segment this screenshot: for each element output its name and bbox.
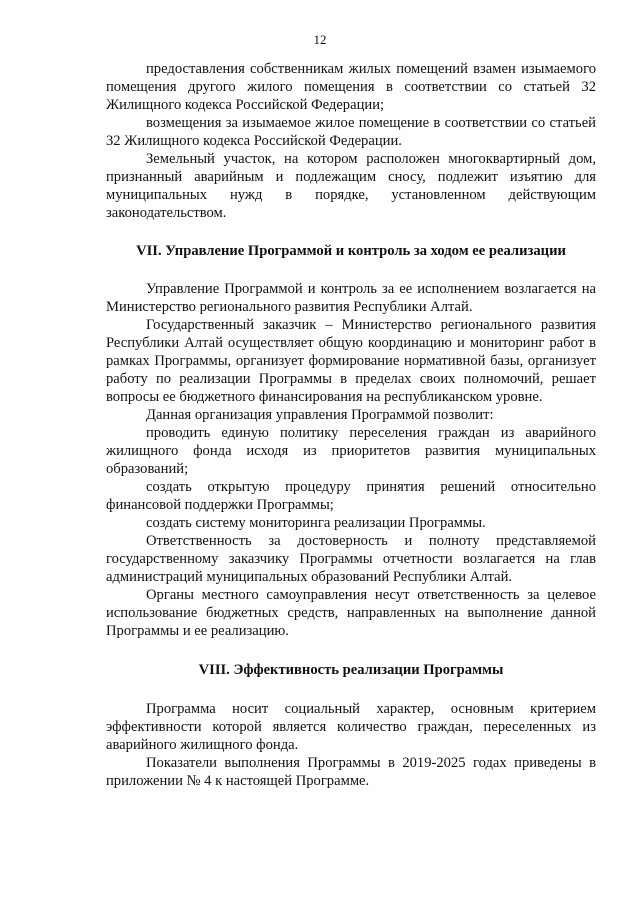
intro-paragraph-2: возмещения за изымаемое жилое помещение в соответствии со статьей 32 Жилищного кодекса Российской Федерации. bbox=[106, 115, 596, 149]
section-7-paragraph-7: Ответственность за достоверность и полноту представляемой государственному заказчику Программы отчетности возлагается на глав администраций муниципальных образований Республики Алтай. bbox=[106, 533, 596, 585]
section-7-heading: VII. Управление Программой и контроль за ходом ее реализации bbox=[136, 243, 566, 259]
section-7-paragraph-4: проводить единую политику переселения граждан из аварийного жилищного фонда исходя из приоритетов развития муниципальных образований; bbox=[106, 425, 596, 477]
page-number: 12 bbox=[313, 32, 327, 47]
section-7-paragraph-5: создать открытую процедуру принятия решений относительно финансовой поддержки Программы; bbox=[106, 479, 596, 513]
section-7-paragraph-1: Управление Программой и контроль за ее исполнением возлагается на Министерство регионального развития Республики Алтай. bbox=[106, 281, 596, 315]
section-8-paragraph-1: Программа носит социальный характер, основным критерием эффективности которой является количество граждан, переселенных из аварийного жилищного фонда. bbox=[106, 701, 596, 753]
document-body bbox=[106, 60, 596, 790]
section-7-paragraph-6: создать систему мониторинга реализации Программы. bbox=[146, 515, 486, 531]
section-7-paragraph-2: Государственный заказчик – Министерство регионального развития Республики Алтай осуществляет общую координацию и мониторинг работ в рамках Программы, организует формированиe нормативной базы, организует работу по реализации Программы в пределах своих полномочий, решает вопросы ее бюджетного финансирования на республиканском уровне. bbox=[106, 317, 596, 405]
intro-paragraph-3: Земельный участок, на котором расположен многоквартирный дом, признанный аварийным и подлежащим сносу, подлежит изъятию для муниципальных нужд в порядке, установленном действующим законодательством. bbox=[106, 151, 596, 221]
section-8-paragraph-2: Показатели выполнения Программы в 2019-2025 годах приведены в приложении № 4 к настоящей Программе. bbox=[106, 755, 596, 789]
intro-paragraph-1: предоставления собственникам жилых помещений взамен изымаемого помещения другого жилого помещения в соответствии со статьей 32 Жилищного кодекса Российской Федерации; bbox=[106, 61, 596, 113]
section-7-paragraph-3: Данная организация управления Программой позволит: bbox=[146, 407, 494, 423]
section-7-paragraph-8: Органы местного самоуправления несут ответственность за целевое использование бюджетных средств, направленных на выполнение данной Программы и ее реализацию. bbox=[106, 587, 596, 639]
section-8-heading: VIII. Эффективность реализации Программы bbox=[198, 662, 504, 678]
